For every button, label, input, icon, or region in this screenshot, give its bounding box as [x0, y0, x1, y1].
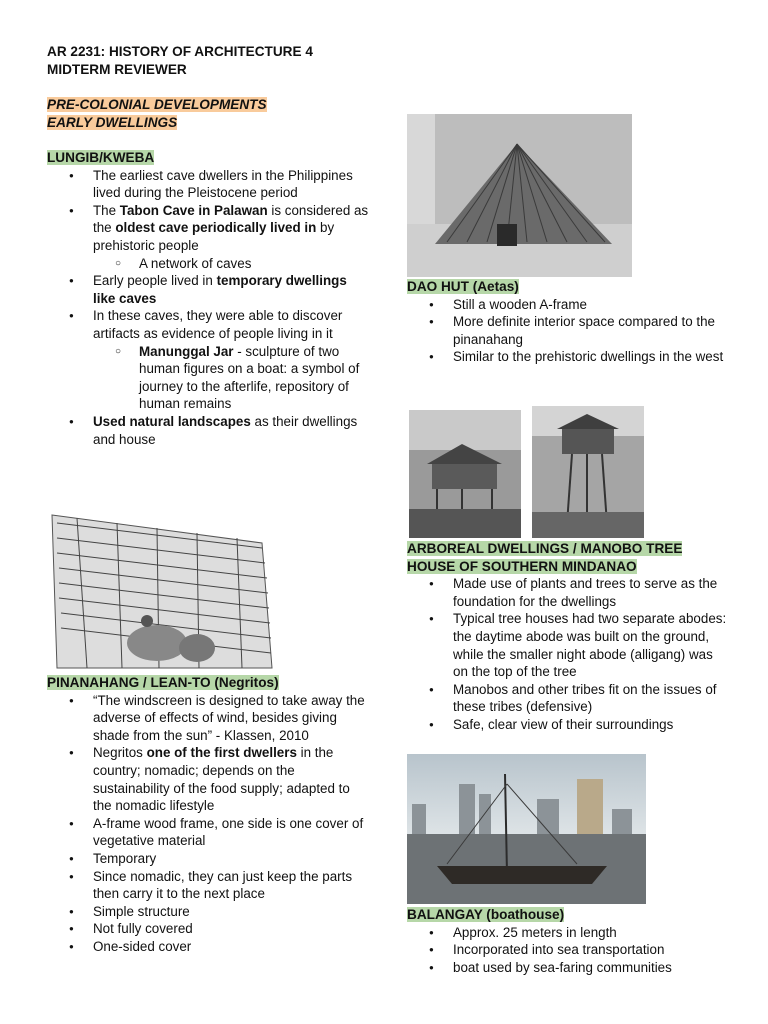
list-item: ● More definite interior space compared to the pinanahang — [407, 313, 727, 348]
list-item: ● Simple structure — [47, 903, 369, 921]
lungib-section — [47, 149, 369, 448]
list-item: ● Incorporated into sea transportation — [407, 941, 727, 959]
pinanahang-heading: PINANAHANG / LEAN-TO (Negritos) — [47, 675, 279, 690]
list-item: ● Typical tree houses had two separate abodes: the daytime abode was built on the ground, while the smaller night abode (alligang) was on the top of the tree — [407, 610, 727, 680]
balangay-image — [407, 754, 646, 904]
course-title: AR 2231: HISTORY OF ARCHITECTURE 4 — [47, 44, 313, 59]
section-early-dwellings: EARLY DWELLINGS — [47, 114, 178, 130]
list-item: ● One-sided cover — [47, 938, 369, 956]
document-title — [47, 43, 313, 78]
list-item: ● Temporary — [47, 850, 369, 868]
list-item: ● Safe, clear view of their surroundings — [407, 716, 727, 734]
section-heading — [47, 96, 267, 131]
pinanahang-section — [47, 674, 369, 956]
list-item: ● The earliest cave dwellers in the Philippines lived during the Pleistocene period — [47, 167, 369, 202]
list-subitem: ○ Manunggal Jar - sculpture of two human figures on a boat: a symbol of journey to the afterlife, repository of human remains — [47, 343, 369, 413]
list-item: ● Manobos and other tribes fit on the issues of these tribes (defensive) — [407, 681, 727, 716]
list-item: ● Used natural landscapes as their dwellings and house — [47, 413, 369, 448]
lean-to-image — [47, 503, 277, 673]
list-item: ● Negritos one of the first dwellers in the country; nomadic; depends on the sustainability of the food supply; adapted to the nomadic lifestyle — [47, 744, 369, 814]
dao-heading: DAO HUT (Aetas) — [407, 279, 519, 294]
section-precolonial: PRE-COLONIAL DEVELOPMENTS — [47, 97, 267, 112]
list-item: ● Similar to the prehistoric dwellings in the west — [407, 348, 727, 366]
balangay-heading: BALANGAY (boathouse) — [407, 907, 565, 922]
dao-section — [407, 278, 727, 366]
list-item: ● In these caves, they were able to discover artifacts as evidence of people living in it — [47, 307, 369, 342]
arboreal-heading-line1: ARBOREAL DWELLINGS / MANOBO TREE — [407, 541, 683, 556]
list-item: ● Still a wooden A-frame — [407, 296, 727, 314]
dao-hut-image — [407, 114, 632, 277]
list-item: ● The Tabon Cave in Palawan is considered as the oldest cave periodically lived in by prehistoric people — [47, 202, 369, 255]
list-item: ● Not fully covered — [47, 920, 369, 938]
list-item: ● boat used by sea-faring communities — [407, 959, 727, 977]
reviewer-subtitle: MIDTERM REVIEWER — [47, 61, 187, 77]
list-item: ● Approx. 25 meters in length — [407, 924, 727, 942]
list-item: ● Made use of plants and trees to serve as the foundation for the dwellings — [407, 575, 727, 610]
list-item: ● Early people lived in temporary dwellings like caves — [47, 272, 369, 307]
list-item: ● A-frame wood frame, one side is one cover of vegetative material — [47, 815, 369, 850]
balangay-section — [407, 906, 727, 976]
lungib-heading: LUNGIB/KWEBA — [47, 150, 155, 165]
list-item: ● Since nomadic, they can just keep the parts then carry it to the next place — [47, 868, 369, 903]
list-subitem: ○ A network of caves — [47, 255, 369, 273]
tree-house-image — [407, 404, 644, 539]
arboreal-section — [407, 540, 727, 734]
list-item: ● “The windscreen is designed to take away the adverse of effects of wind, besides giving shade from the sun” - Klassen, 2010 — [47, 692, 369, 745]
arboreal-heading-line2: HOUSE OF SOUTHERN MINDANAO — [407, 558, 637, 574]
